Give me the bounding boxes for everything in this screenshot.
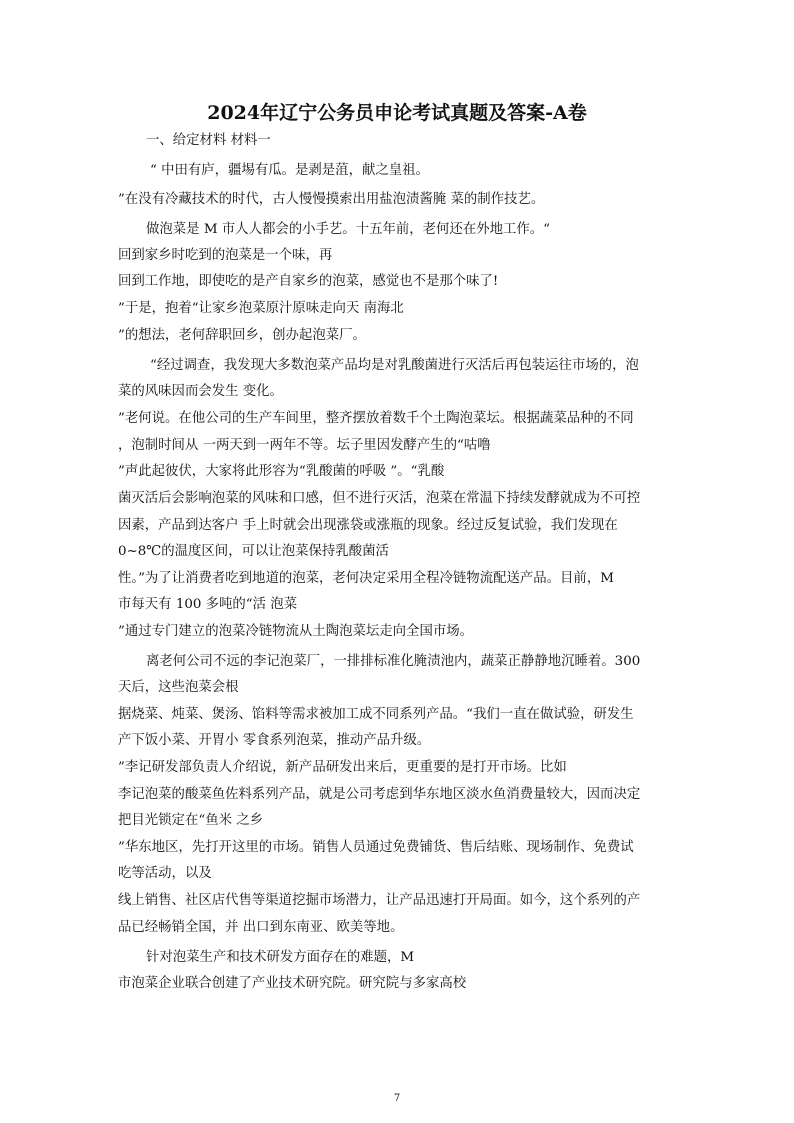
text-line: 产下饭小菜、开胃小 零食系列泡菜，推动产品升级。: [118, 733, 431, 748]
text-line: 市泡菜企业联合创建了产业技术研究院。研究院与多家高校: [118, 976, 467, 991]
text-line: 性。”为了让消费者吃到地道的泡菜，老何决定采用全程冷链物流配送产品。目前，M: [118, 571, 614, 586]
text-line: ，泡制时间从 一两天到一两年不等。坛子里因发酵产生的“咕噜: [118, 438, 491, 453]
text-line: 天后，这些泡菜会根: [118, 680, 239, 695]
text-line: 回到家乡时吃到的泡菜是一个味，再: [118, 248, 333, 263]
text-line: 吃等活动，以及: [118, 866, 212, 881]
text-line: ”声此起彼伏，大家将此形容为“乳酸菌的呼吸 ”。“乳酸: [118, 464, 445, 479]
text-line: 一、给定材料 材料一: [146, 133, 271, 148]
text-line: ”华东地区，先打开这里的市场。销售人员通过免费铺货、售后结账、现场制作、免费试: [118, 840, 634, 855]
text-line: 李记泡菜的酸菜鱼佐料系列产品，就是公司考虑到华东地区淡水鱼消费量较大，因而决定: [118, 787, 641, 802]
text-line: 因素，产品到达客户 手上时就会出现涨袋或涨瓶的现象。经过反复试验，我们发现在: [118, 518, 618, 533]
text-line: “经过调查，我发现大多数泡菜产品均是对乳酸菌进行灭活后再包装运往市场的，泡: [150, 358, 639, 373]
text-line: “ 中田有庐，疆埸有瓜。是剥是菹，献之皇祖。: [150, 163, 429, 178]
text-line: ”在没有冷藏技术的时代，古人慢慢摸索出用盐泡渍酱腌 菜的制作技艺。: [118, 192, 545, 207]
text-line: 菌灭活后会影响泡菜的风味和口感，但不进行灭活，泡菜在常温下持续发酵就成为不可控: [118, 491, 641, 506]
text-line: ”的想法，老何辞职回乡，创办起泡菜厂。: [118, 328, 366, 343]
text-line: 0~8℃的温度区间，可以让泡菜保持乳酸菌活: [118, 544, 389, 559]
text-line: 做泡菜是 M 市人人都会的小手艺。十五年前，老何还在外地工作。“: [146, 222, 551, 237]
text-line: ”于是，抱着“让家乡泡菜原汁原味走向天 南海北: [118, 301, 404, 316]
text-line: 市每天有 100 多吨的“活 泡菜: [118, 597, 298, 612]
text-line: 据烧菜、炖菜、煲汤、馅料等需求被加工成不同系列产品。“我们一直在做试验，研发生: [118, 707, 634, 722]
text-line: 离老何公司不远的李记泡菜厂，一排排标准化腌渍池内，蔬菜正静静地沉睡着。300: [146, 654, 641, 669]
text-line: ”老何说。在他公司的生产车间里，整齐摆放着数千个土陶泡菜坛。根据蔬菜品种的不同: [118, 411, 634, 426]
document-title: 2024年辽宁公务员申论考试真题及答案-A卷: [207, 102, 587, 124]
page-number: 7: [393, 1093, 401, 1104]
text-line: ”通过专门建立的泡菜冷链物流从土陶泡菜坛走向全国市场。: [118, 624, 473, 639]
text-line: 针对泡菜生产和技术研发方面存在的难题，M: [146, 950, 415, 965]
text-line: 菜的风味因而会发生 变化。: [118, 384, 283, 399]
text-line: 回到工作地，即使吃的是产自家乡的泡菜，感觉也不是那个味了!: [118, 274, 499, 289]
text-line: 线上销售、社区店代售等渠道挖掘市场潜力，让产品迅速打开局面。如今，这个系列的产: [118, 893, 641, 908]
text-line: ”李记研发部负责人介绍说，新产品研发出来后，更重要的是打开市场。比如: [118, 760, 567, 775]
text-line: 把目光锁定在“鱼米 之乡: [118, 813, 264, 828]
text-line: 品已经畅销全国，并 出口到东南亚、欧美等地。: [118, 920, 404, 935]
